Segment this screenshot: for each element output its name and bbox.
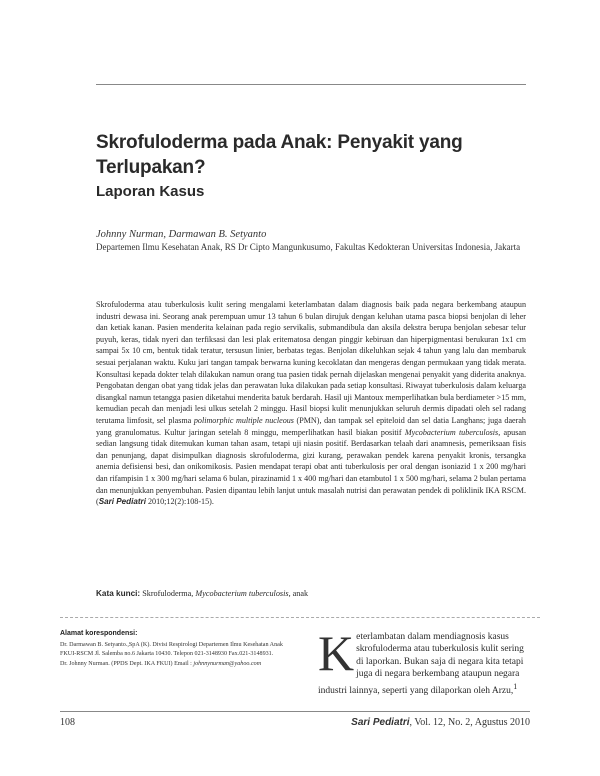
abstract-text-2: (PMN), dan tampak sel epiteloid dan sel datia Langhans; juga daerah yang granulomatus. Kultur jaringan setelah 8 minggu, memperlihatkan hasil biakan positif <box>96 415 526 437</box>
correspondence-line-2 <box>60 660 285 670</box>
keywords-text-1: Skrofuloderma, <box>140 589 196 598</box>
correspondence-line-1: Dr. Darmawan B. Setyanto.,SpA (K). Divisi Respirologi Departemen Ilmu Kesehatan Anak FKUI-RSCM Jl. Salemba no.6 Jakarta 10430. Telepon 021-3148930 Fax.021-3148931. <box>60 641 283 657</box>
abstract-text-3: , apusan sedian langsung tidak ditemukan kuman tahan asam, tetapi uji niasin positif. Berdasarkan telaah dari anamnesis, pemeriksaan fisis dan penunjang, dapat disimpulkan diagnosis skrofuloderma, gizi kurang, perawakan pendek karena penyakit kronis, tersangka anemia defisiensi besi, dan onikomikosis. Pasien mendapat terapi obat anti tuberkulosis per oral dengan isoniazid 1 x 200 mg/hari dan rifampisin 1 x 300 mg/hari selama 6 bulan, pirazinamid 1 x 400 mg/hari dan etambutol 1 x 500 mg/hari, selama 2 bulan pertama dan menunjukkan penyembuhan. Pasien dipantau lebih lanjut untuk masalah nutrisi dan perawatan pendek di poliklinik IKA RSCM. ( <box>96 427 526 507</box>
correspondence-email: johnnynurman@yahoo.com <box>193 660 262 667</box>
correspondence-line-2-prefix: Dr. Johnny Nurman. (PPDS Dept. IKA FKUI) Email : <box>60 660 194 667</box>
abstract-citation: 2010;12(2):108-15). <box>145 497 214 507</box>
authors: Johnny Nurman, Darmawan B. Setyanto <box>96 229 267 240</box>
journal-info <box>351 717 530 728</box>
intro-text: eterlambatan dalam mendiagnosis kasus skrofuloderma atau tuberkulosis kulit sering di laporkan. Bukan saja di negara kita tetapi juga di negara berkembang ataupun negara industri lainnya, seperti yang dilaporkan oleh Arzu, <box>318 632 524 696</box>
section-divider <box>60 617 540 618</box>
correspondence-box <box>60 629 285 669</box>
page-number: 108 <box>60 717 75 728</box>
footer-rule <box>60 711 530 712</box>
abstract-journal-ref: Sari Pediatri <box>98 497 146 507</box>
reference-1: 1 <box>513 681 518 691</box>
abstract-text-1: Skrofuloderma atau tuberkulosis kulit sering mengalami keterlambatan dalam diagnosis baik pada negara berkembang ataupun industri dewasa ini. Seorang anak perempuan umur 13 tahun 6 bulan dirujuk dengan keluhan utama pasca biopsi benjolan di leher dan ketiak kanan. Pasien menderita kelainan pada regio servikalis, submandibula dan aksila dekstra berupa benjolan sebesar telur puyuh, keras, tidak nyeri dan terfiksasi dan lesi plak eritematosa dengan pinggir kebiruan dan hiperpigmentasi berukuran 1x1 cm sampai 5x 10 cm, bentuk tidak teratur, tersusun linier, berbatas tegas. Benjolan dikeluhkan sejak 4 tahun yang lalu dan membaruk sesuai perjalanan waktu. Kuku jari tangan tampak berwarna kuning kecoklatan dan mengeras dengan permukaan yang tidak merata. Konsultasi kepada dokter telah dilakukan namun orang tua pasien tidak pernah dijelaskan mengenai penyakit yang diderita anaknya. Pengobatan dengan obat yang tidak jelas dan perawatan luka dilakukan pada setiap konsultasi. Riwayat tuberkulosis dalam keluarga disangkal namun tetangga pasien diketahui menderita batuk berdarah. Hasil uji Mantoux memperlihatkan bula berdiameter >15 mm, kemudian pecah dan menjadi lesi ulkus setelah 2 minggu. Hasil biopsi kulit menunjukkan seluruh dermis dipadati oleh sel radang terutama limfosit, sel plasma <box>96 300 526 425</box>
article-subtitle: Laporan Kasus <box>96 183 205 200</box>
keywords <box>96 589 526 598</box>
intro-paragraph <box>318 625 530 697</box>
top-rule <box>96 84 526 85</box>
keywords-italic: Mycobacterium tuberculosis <box>195 589 289 598</box>
affiliation: Departemen Ilmu Kesehatan Anak, RS Dr Cipto Mangunkusumo, Fakultas Kedokteran Universitas Indonesia, Jakarta <box>96 242 521 252</box>
abstract-italic-2: Mycobacterium tuberculosis <box>404 427 499 437</box>
abstract <box>96 299 526 508</box>
journal-issue: , Vol. 12, No. 2, Agustus 2010 <box>409 717 530 728</box>
keywords-text-2: , anak <box>288 589 309 598</box>
article-title: Skrofuloderma pada Anak: Penyakit yang Terlupakan? <box>96 132 463 178</box>
abstract-italic-1: polimorphic multiple nucleous <box>193 415 294 425</box>
journal-name: Sari Pediatri <box>351 717 410 728</box>
keywords-label: Kata kunci: <box>96 589 141 598</box>
correspondence-title: Alamat korespondensi: <box>60 630 138 637</box>
drop-cap: K <box>318 625 355 681</box>
